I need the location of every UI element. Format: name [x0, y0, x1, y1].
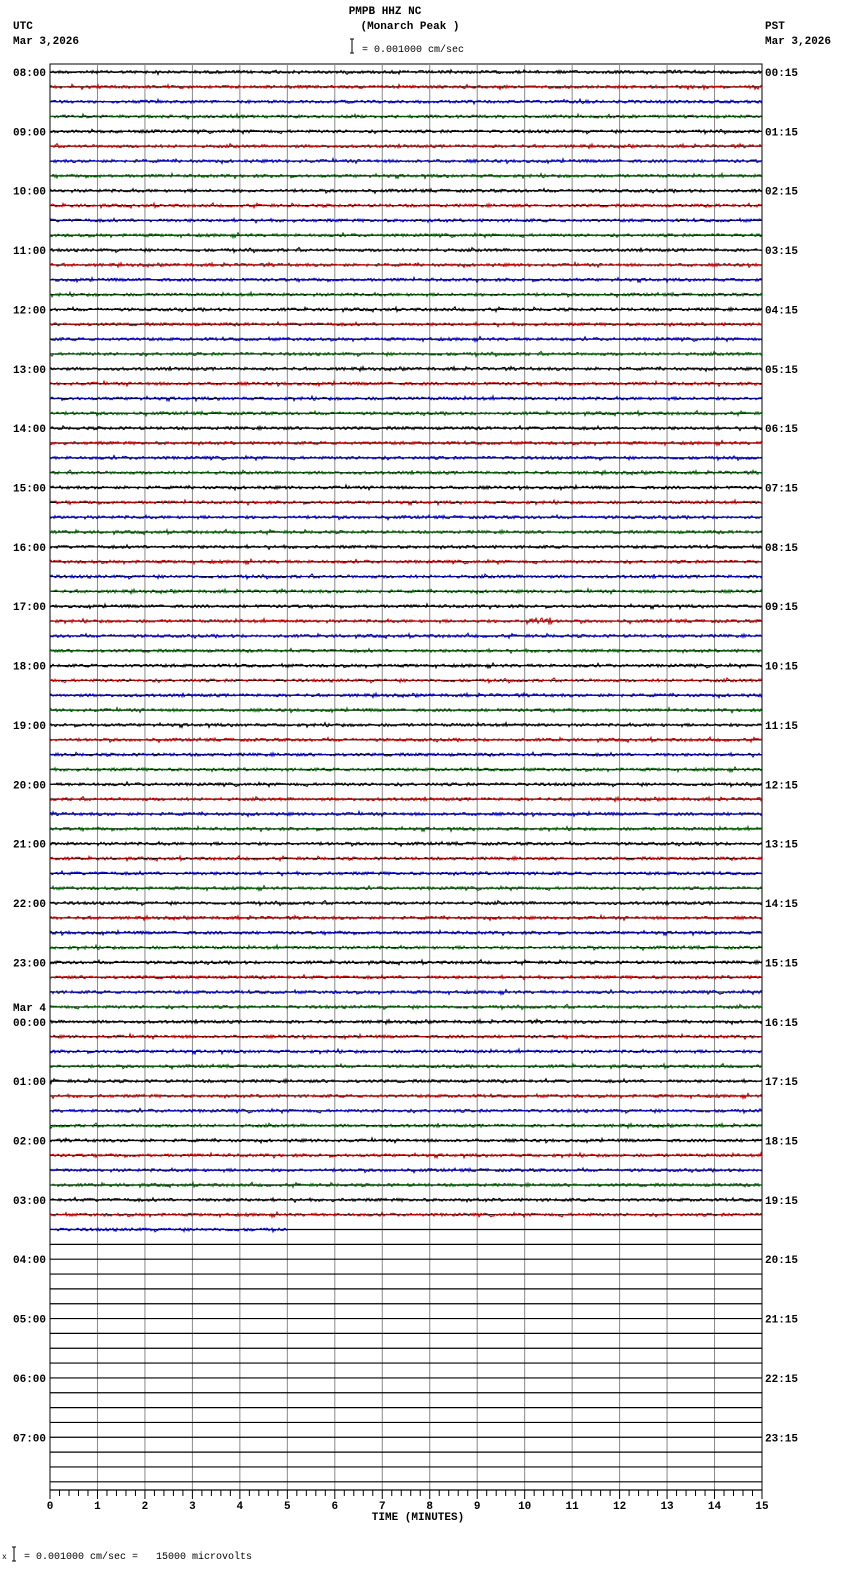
pst-hour-label: 08:15	[765, 542, 799, 555]
pst-hour-label: 12:15	[765, 780, 799, 793]
utc-hour-label: 00:00	[13, 1017, 47, 1030]
seismic-trace	[50, 545, 762, 550]
pst-hour-label: 07:15	[765, 483, 799, 496]
x-tick-label: 3	[189, 1501, 196, 1513]
pst-hour-label: 02:15	[765, 186, 799, 199]
utc-hour-label: 23:00	[13, 958, 47, 971]
pst-hour-label: 04:15	[765, 305, 799, 318]
pst-hour-label: 13:15	[765, 839, 799, 852]
left-date: Mar 3,2026	[13, 36, 80, 48]
pst-hour-label: 14:15	[765, 899, 799, 912]
utc-hour-label: 09:00	[13, 127, 47, 140]
seismic-trace	[50, 189, 762, 194]
station-title: PMPB HHZ NC	[348, 6, 422, 18]
x-tick-label: 8	[426, 1501, 434, 1513]
x-tick-label: 13	[660, 1501, 674, 1513]
utc-hour-label: 20:00	[13, 780, 47, 793]
seismic-trace	[50, 144, 762, 149]
pst-hour-label: 15:15	[765, 958, 799, 971]
pst-hour-label: 05:15	[765, 364, 799, 377]
utc-hour-label: 07:00	[13, 1433, 47, 1446]
date-change-label: Mar 4	[13, 1002, 47, 1015]
seismic-trace	[50, 723, 762, 728]
left-timezone: UTC	[13, 21, 33, 33]
pst-hour-label: 23:15	[765, 1433, 799, 1446]
x-tick-label: 14	[707, 1501, 722, 1513]
x-axis-label: TIME (MINUTES)	[371, 1512, 465, 1524]
pst-hour-label: 00:15	[765, 68, 799, 80]
x-tick-label: 10	[518, 1501, 532, 1513]
pst-hour-label: 19:15	[765, 1195, 799, 1208]
seismic-trace	[50, 841, 762, 846]
seismic-trace	[50, 1168, 762, 1173]
pst-hour-label: 22:15	[765, 1373, 799, 1386]
seismic-trace	[50, 455, 762, 460]
utc-hour-label: 18:00	[13, 661, 47, 674]
pst-hour-label: 20:15	[765, 1255, 799, 1268]
x-tick-label: 11	[565, 1501, 579, 1513]
footer-scale-label: = 0.001000 cm/sec = 15000 microvolts	[24, 1552, 253, 1563]
pst-hour-label: 16:15	[765, 1017, 799, 1030]
pst-hour-label: 09:15	[765, 602, 799, 615]
seismic-trace	[50, 233, 762, 238]
pst-hour-label: 21:15	[765, 1314, 799, 1327]
seismic-trace	[50, 337, 762, 342]
pst-hour-label: 17:15	[765, 1077, 799, 1090]
utc-hour-label: 13:00	[13, 364, 47, 377]
seismic-trace	[50, 1153, 762, 1158]
x-tick-label: 15	[755, 1501, 769, 1513]
x-tick-label: 7	[378, 1501, 386, 1513]
utc-hour-label: 06:00	[13, 1373, 47, 1386]
utc-hour-label: 10:00	[13, 186, 47, 199]
seismic-trace	[50, 396, 762, 401]
utc-hour-label: 17:00	[13, 602, 47, 615]
pst-hour-label: 03:15	[765, 246, 799, 259]
pst-hour-label: 18:15	[765, 1136, 799, 1149]
seismic-trace	[50, 1138, 762, 1143]
seismic-trace	[50, 1182, 762, 1187]
x-tick-label: 6	[331, 1501, 339, 1513]
footer-scale-bar-icon	[12, 1547, 16, 1561]
seismic-trace	[50, 70, 762, 75]
scale-bar-icon	[350, 39, 354, 53]
utc-hour-label: 21:00	[13, 839, 47, 852]
seismic-trace	[50, 1123, 762, 1128]
seismic-trace	[50, 871, 762, 876]
x-tick-label: 5	[284, 1501, 291, 1513]
utc-hour-label: 02:00	[13, 1136, 47, 1149]
utc-hour-label: 08:00	[13, 68, 47, 80]
utc-hour-label: 16:00	[13, 542, 47, 555]
utc-hour-label: 14:00	[13, 424, 47, 437]
pst-hour-label: 01:15	[765, 127, 799, 140]
x-tick-label: 4	[236, 1501, 244, 1513]
utc-hour-label: 01:00	[13, 1077, 47, 1090]
row-labels	[13, 68, 798, 1445]
station-location: (Monarch Peak )	[360, 21, 460, 33]
pst-hour-label: 10:15	[765, 661, 799, 674]
seismic-trace	[50, 1049, 762, 1054]
seismic-trace	[50, 218, 762, 223]
utc-hour-label: 04:00	[13, 1255, 47, 1268]
x-tick-label: 9	[473, 1501, 481, 1513]
utc-hour-label: 03:00	[13, 1195, 47, 1208]
x-tick-label: 1	[94, 1501, 101, 1513]
utc-hour-label: 19:00	[13, 720, 47, 733]
seismic-trace	[50, 930, 762, 935]
utc-hour-label: 22:00	[13, 899, 47, 912]
x-tick-label: 12	[612, 1501, 627, 1513]
seismic-trace	[50, 886, 762, 891]
utc-hour-label: 05:00	[13, 1314, 47, 1327]
pst-hour-label: 11:15	[765, 720, 799, 733]
pst-hour-label: 06:15	[765, 424, 799, 437]
utc-hour-label: 12:00	[13, 305, 47, 318]
utc-hour-label: 15:00	[13, 483, 47, 496]
right-timezone: PST	[765, 21, 785, 33]
footer-mark: x	[2, 1553, 7, 1562]
x-tick-label: 0	[46, 1501, 54, 1513]
x-tick-label: 2	[141, 1501, 149, 1513]
utc-hour-label: 11:00	[13, 246, 47, 259]
x-axis	[47, 1490, 769, 1513]
scale-label: = 0.001000 cm/sec	[362, 45, 465, 56]
right-date: Mar 3,2026	[765, 36, 832, 48]
